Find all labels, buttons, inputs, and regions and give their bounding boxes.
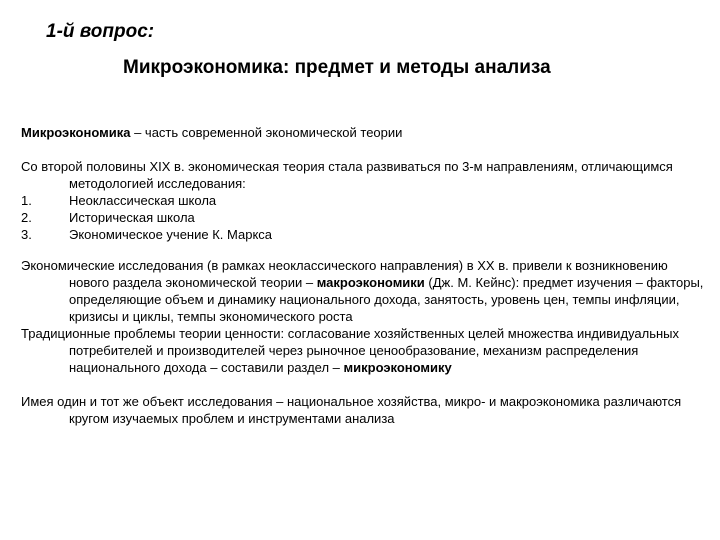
list-number: 3. bbox=[21, 227, 32, 242]
list-item bbox=[21, 226, 706, 243]
history-paragraph: Со второй половины XIX в. экономическая теория стала развиваться по 3-м направлениям, отличающимся методологией исследования: bbox=[21, 159, 673, 191]
macro-text-after: (Дж. М. Кейнс): предмет изучения – факторы, определяющие объем и динамику национального дохода, занятость, уровень цен, темпы инфляции, кризисы и циклы, темпы экономического роста bbox=[69, 275, 704, 324]
list-item bbox=[21, 209, 706, 226]
micro-term: микроэкономику bbox=[343, 360, 452, 375]
value-text-before: Традиционные проблемы теории ценности: согласование хозяйственных целей множества индивидуальных потребителей и производителей через рыночное ценообразование, механизм распределения национального дохода – составили раздел – bbox=[21, 326, 679, 375]
macro-text-before: Экономические исследования (в рамках неоклассического направления) в XX в. привели к возникновению нового раздела экономической теории – bbox=[21, 258, 668, 290]
list-number: 1. bbox=[21, 193, 32, 208]
schools-list bbox=[21, 192, 706, 243]
list-item bbox=[21, 192, 706, 209]
definition-term: Микроэкономика bbox=[21, 125, 131, 140]
definition-text: – часть современной экономической теории bbox=[130, 125, 403, 140]
definition-paragraph bbox=[21, 124, 706, 141]
list-number: 2. bbox=[21, 210, 32, 225]
conclusion-paragraph: Имея один и тот же объект исследования – национальное хозяйства, микро- и макроэкономика различаются кругом изучаемых проблем и инструментами анализа bbox=[21, 394, 682, 426]
slide-subtitle: Микроэкономика: предмет и методы анализа bbox=[123, 57, 551, 78]
slide-title: 1-й вопрос: bbox=[46, 21, 155, 42]
slide-body bbox=[21, 124, 706, 427]
list-text: Неоклассическая школа bbox=[69, 193, 217, 208]
list-text: Историческая школа bbox=[69, 210, 195, 225]
macroeconomics-paragraph bbox=[21, 257, 706, 325]
macro-term: макроэкономики bbox=[316, 275, 425, 290]
list-text: Экономическое учение К. Маркса bbox=[69, 227, 273, 242]
value-theory-paragraph bbox=[21, 325, 706, 376]
